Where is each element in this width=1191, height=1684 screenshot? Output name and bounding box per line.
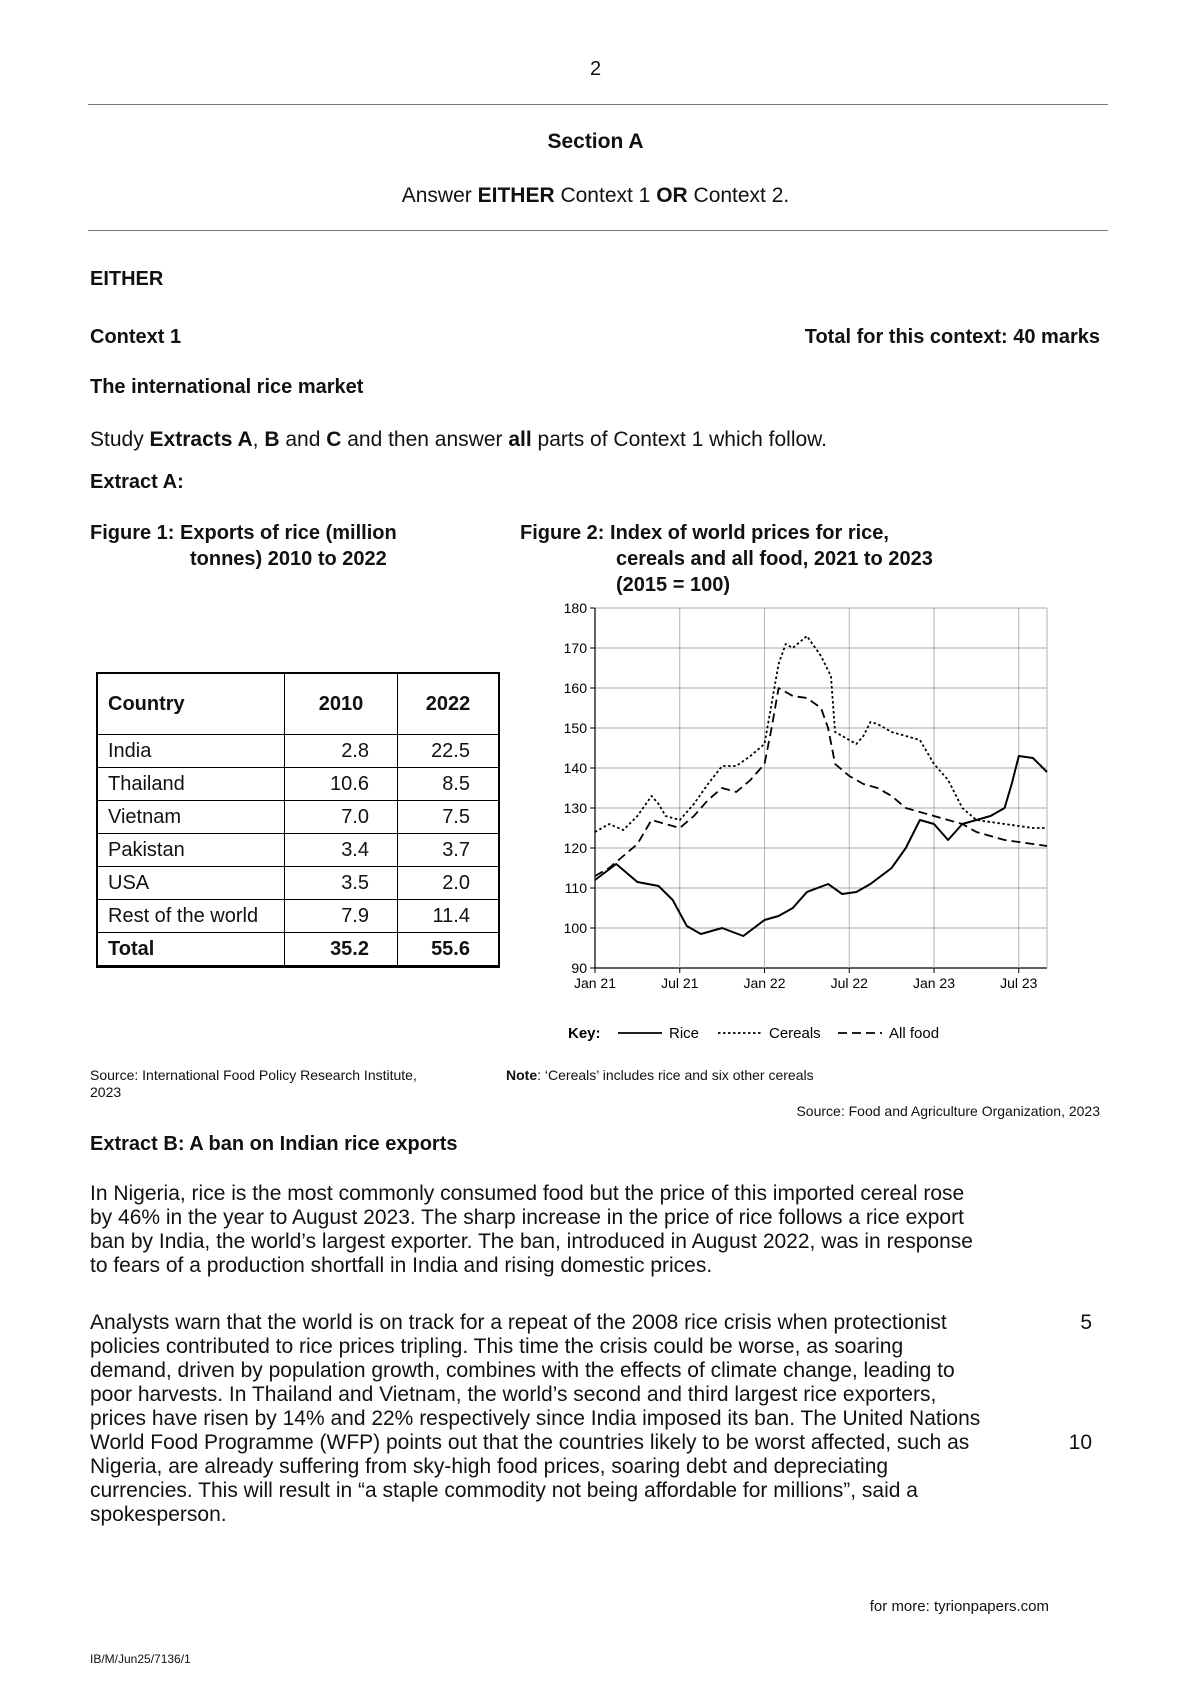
total-marks: Total for this context: 40 marks bbox=[804, 326, 1100, 348]
top-divider bbox=[88, 104, 1108, 105]
price-index-chart bbox=[540, 590, 1060, 1050]
x-tick-label: Jul 23 bbox=[1000, 975, 1038, 991]
line-number-5: 5 bbox=[1080, 1311, 1092, 1334]
figure1-title: Figure 1: Exports of rice (million tonnes) 2010 to 2022 bbox=[90, 522, 397, 570]
table-row: USA 3.5 2.0 bbox=[97, 867, 499, 900]
topic-title: The international rice market bbox=[90, 376, 364, 398]
legend-label-cereals: Cereals bbox=[769, 1025, 821, 1042]
figure2-source: Source: Food and Agriculture Organization, 2023 bbox=[796, 1103, 1100, 1119]
y-tick-label: 180 bbox=[563, 600, 587, 616]
x-tick-label: Jan 22 bbox=[743, 975, 786, 991]
section-title: Section A bbox=[547, 130, 644, 153]
extract-b-paragraph-2: Analysts warn that the world is on track for a repeat of the 2008 rice crisis when protectionist policies contributed to rice prices tripling. This time the crisis could be worse, as soaring demand, driven by population growth, combines with the effects of climate change, leading to poor harvests. In Thailand and Vietnam, the world’s second and third largest rice exporters, prices have risen by 14% and 22% respectively since India imposed its ban. The United Nations World Food Programme (WFP) points out that the countries likely to be worst affected, such as Nigeria, are already suffering from sky-high food prices, soaring debt and depreciating currencies. This will result in “a staple commodity not being affordable for millions”, said a spokesperson. bbox=[90, 1311, 981, 1526]
legend-label-rice: Rice bbox=[669, 1025, 700, 1042]
chart-grid bbox=[595, 608, 1047, 968]
x-tick-label: Jul 21 bbox=[661, 975, 699, 991]
figure1-source: Source: International Food Policy Research Institute, 2023 bbox=[90, 1067, 417, 1100]
table-row: Thailand 10.6 8.5 bbox=[97, 768, 499, 801]
y-tick-label: 110 bbox=[564, 880, 587, 896]
legend-label-all-food: All food bbox=[889, 1025, 940, 1042]
chart-legend bbox=[568, 1025, 939, 1042]
header-2010: 2010 bbox=[285, 673, 398, 735]
y-tick-label: 150 bbox=[563, 720, 587, 736]
x-tick-label: Jul 22 bbox=[830, 975, 868, 991]
extract-b-title: Extract B: A ban on Indian rice exports bbox=[90, 1133, 458, 1155]
y-tick-label: 170 bbox=[563, 640, 587, 656]
table-total-row: Total 35.2 55.6 bbox=[97, 933, 499, 967]
y-tick-label: 160 bbox=[563, 680, 587, 696]
series-line-rice bbox=[595, 756, 1047, 936]
y-tick-label: 100 bbox=[563, 920, 587, 936]
y-tick-label: 120 bbox=[563, 840, 587, 856]
table-row: Vietnam 7.0 7.5 bbox=[97, 801, 499, 834]
footer-website: for more: tyrionpapers.com bbox=[869, 1598, 1049, 1615]
context-label: Context 1 bbox=[90, 326, 182, 348]
legend-key-label: Key: bbox=[568, 1025, 601, 1042]
extract-b-paragraph-1: In Nigeria, rice is the most commonly consumed food but the price of this imported cereal rose by 46% in the year to August 2023. The sharp increase in the price of rice follows a rice export ban by India, the world’s largest exporter. The ban, introduced in August 2022, was in response to fears of a production shortfall in India and rising domestic prices. bbox=[90, 1182, 973, 1277]
figure2-title: Figure 2: Index of world prices for rice, cereals and all food, 2021 to 2023 (2015 = 100) bbox=[520, 522, 933, 596]
footer-code: IB/M/Jun25/7136/1 bbox=[90, 1652, 191, 1666]
x-tick-label: Jan 23 bbox=[912, 975, 956, 991]
y-tick-label: 130 bbox=[563, 800, 587, 816]
y-tick-label: 140 bbox=[563, 760, 587, 776]
x-tick-label: Jan 21 bbox=[573, 975, 617, 991]
table-row: India 2.8 22.5 bbox=[97, 735, 499, 768]
figure2-note: Note: ‘Cereals’ includes rice and six other cereals bbox=[506, 1067, 814, 1083]
answer-instruction: Answer EITHER Context 1 OR Context 2. bbox=[401, 184, 790, 207]
header-country: Country bbox=[97, 673, 285, 735]
table-row: Pakistan 3.4 3.7 bbox=[97, 834, 499, 867]
study-instruction: Study Extracts A, B and C and then answer all parts of Context 1 which follow. bbox=[90, 428, 828, 451]
table-row: Rest of the world 7.9 11.4 bbox=[97, 900, 499, 933]
chart-series bbox=[595, 636, 1047, 936]
header-2022: 2022 bbox=[398, 673, 500, 735]
table-header-row bbox=[97, 673, 499, 735]
series-line-cereals bbox=[595, 636, 1047, 832]
page-number: 2 bbox=[589, 58, 602, 80]
extract-a-label: Extract A: bbox=[90, 471, 184, 493]
line-number-10: 10 bbox=[1068, 1431, 1092, 1454]
chart-axis-ticks bbox=[564, 600, 1038, 991]
rice-exports-table bbox=[96, 672, 500, 968]
section-divider bbox=[88, 230, 1108, 231]
y-tick-label: 90 bbox=[571, 960, 587, 976]
either-label: EITHER bbox=[90, 268, 164, 290]
